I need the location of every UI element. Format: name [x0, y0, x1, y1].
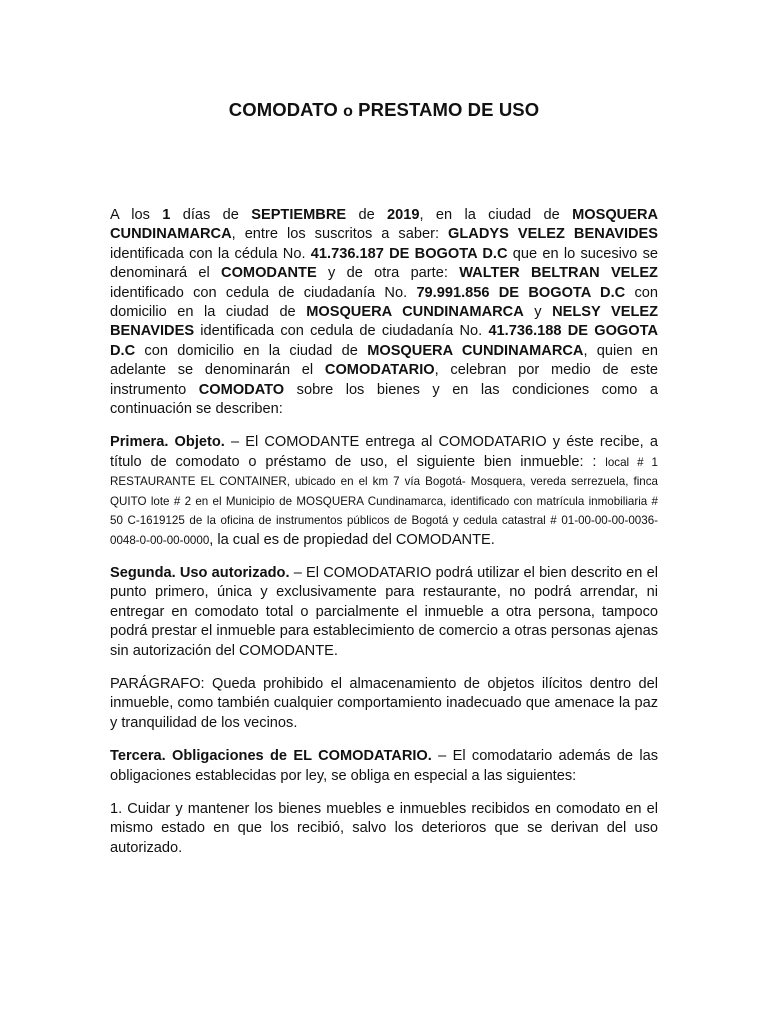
clause-tercera-heading: Tercera. Obligaciones de EL COMODATARIO.	[110, 748, 432, 765]
property-description: local # 1 RESTAURANTE EL CONTAINER, ubicado en el km 7 vía Bogotá- Mosquera, vereda serrezuela, finca QUITO lote # 2 en el Municipio de MOSQUERA Cundinamarca, identificado con matrícula inmobiliaria # 50 C-1619125 de la oficina de instrumentos públicos de Bogotá y cedula catastral # 01-00-00-00-0036-0048-0-00-00-0000	[110, 455, 658, 547]
clause-segunda-heading: Segunda. Uso autorizado.	[110, 564, 290, 581]
document-title	[0, 99, 768, 121]
clause-tercera: Tercera. Obligaciones de EL COMODATARIO. – El comodatario además de las obligaciones establecidas por ley, se obliga en especial a las siguientes:	[110, 748, 658, 784]
intro-paragraph: A los 1 días de SEPTIEMBRE de 2019, en la ciudad de MOSQUERA CUNDINAMARCA, entre los suscritos a saber: GLADYS VELEZ BENAVIDES identificada con la cédula No. 41.736.187 DE BOGOTA D.C que en lo sucesivo se denominará el COMODANTE y de otra parte: WALTER BELTRAN VELEZ identificado con cedula de ciudadanía No. 79.991.856 DE BOGOTA D.C con domicilio en la ciudad de MOSQUERA CUNDINAMARCA y NELSY VELEZ BENAVIDES identificada con cedula de ciudadanía No. 41.736.188 DE GOGOTA D.C con domicilio en la ciudad de MOSQUERA CUNDINAMARCA, quien en adelante se denominarán el COMODATARIO, celebran por medio de este instrumento COMODATO sobre los bienes y en las condiciones como a continuación se describen:	[110, 207, 659, 418]
clause-segunda: Segunda. Uso autorizado. – El COMODATARIO podrá utilizar el bien descrito en el punto primero, única y exclusivamente para restaurante, no podrá arrendar, ni entregar en comodato total o parcialmente el inmueble a otra persona, tampoco podrá prestar el inmueble para establecimiento de comercio a otras personas ajenas sin autorización del COMODANTE.	[110, 564, 658, 659]
paragrafo: PARÁGRAFO: Queda prohibido el almacenamiento de objetos ilícitos dentro del inmueble, como también cualquier comportamiento inadecuado que amenace la paz y tranquilidad de los vecinos.	[110, 675, 658, 731]
title-part-3: PRESTAMO DE USO	[352, 99, 540, 120]
document-body	[110, 206, 658, 872]
title-part-2: o	[343, 103, 353, 120]
clause-primera-heading: Primera. Objeto.	[110, 434, 225, 451]
title-part-1: COMODATO	[228, 99, 344, 120]
clause-primera: Primera. Objeto. – El COMODANTE entrega al COMODATARIO y éste recibe, a título de comodato o préstamo de uso, el siguiente bien inmueble: : local # 1 RESTAURANTE EL CONTAINER, ubicado en el km 7 vía Bogotá- Mosquera, vereda serrezuela, finca QUITO lote # 2 en el Municipio de MOSQUERA Cundinamarca, identificado con matrícula inmobiliaria # 50 C-1619125 de la oficina de instrumentos públicos de Bogotá y cedula catastral # 01-00-00-00-0036-0048-0-00-00-0000, la cual es de propiedad del COMODANTE.	[110, 434, 658, 548]
obligation-1: 1. Cuidar y mantener los bienes muebles e inmuebles recibidos en comodato en el mismo estado en que los recibió, salvo los deterioros que se derivan del uso autorizado.	[110, 800, 658, 856]
